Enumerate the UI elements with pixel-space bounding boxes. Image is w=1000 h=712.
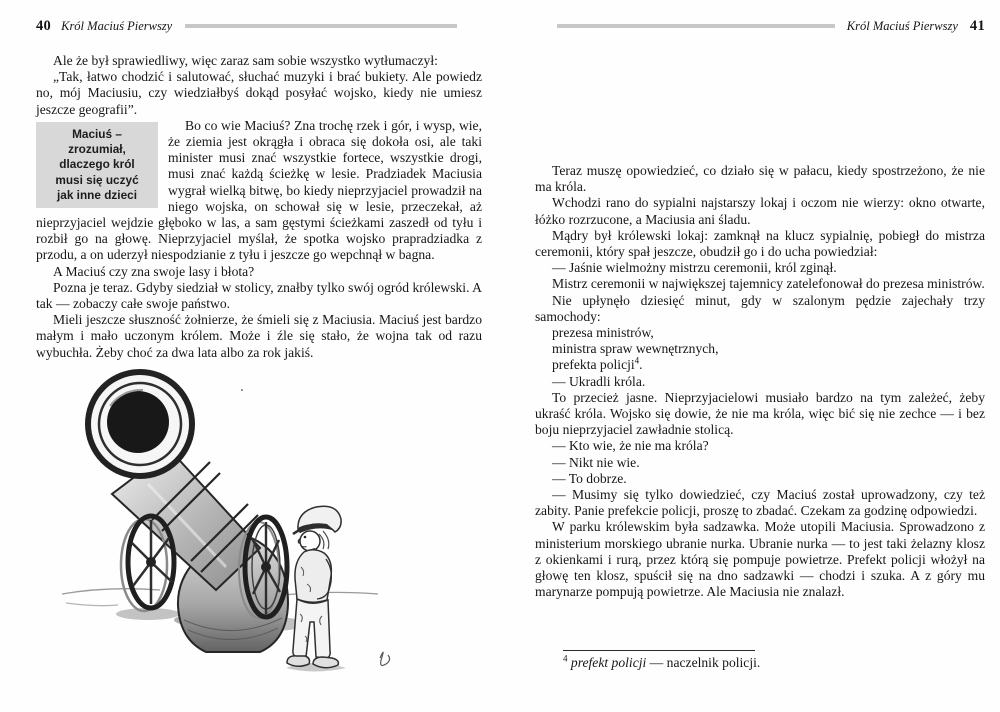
paragraph: A Maciuś czy zna swoje lasy i błota?	[53, 263, 255, 279]
header-rule	[185, 24, 457, 28]
page-number: 40	[36, 17, 52, 34]
header-rule	[557, 24, 835, 28]
paragraph: Pozna je teraz. Gdyby siedział w stolicy, znałby tylko swój ogród królewski. A tak — zobaczy całe swoje państwo.	[36, 279, 482, 312]
paragraph: Mądry był królewski lokaj: zamknął na klucz sypialnię, pobiegł do mistrza ceremonii, który spał jeszcze, obudził go i do ucha powiedział:	[535, 227, 985, 260]
page-40	[36, 18, 482, 361]
dialogue-line: — Ukradli króla.	[552, 373, 646, 389]
paragraph: Mieli jeszcze słuszność żołnierze, że śmieli się z Maciusia. Maciuś jest bardzo małym i mało uczonym królem. Może i źle się stało, że wojna tak od razu wybuchła. Żeby choć za dwa lata albo za rok jakiś.	[36, 312, 482, 360]
footnote-ref-text: prefekta policji	[552, 357, 635, 373]
paragraph: Ale że był sprawiedliwy, więc zaraz sam sobie wszystko wytłumaczył:	[53, 53, 438, 68]
margin-note	[36, 122, 158, 208]
left-page-body	[36, 34, 482, 361]
margin-note-line: dlaczego król	[59, 157, 135, 172]
left-wheel	[121, 516, 174, 611]
footnote-ref-after: .	[639, 357, 643, 373]
list-line: ministra spraw wewnętrznych,	[552, 341, 719, 357]
paragraph: W parku królewskim była sadzawka. Może utopili Maciusia. Sprowadzono z ministerium morskiego ubranie nurka. Ubranie nurka — to jest taki żelazny klosz z okienkami i rurą, przez którą się pompuje powietrze. Prefekt policji włożył na głowę ten klosz, spuścił się na dno sadzawki — chodzi i szuka. A z góry mu marynarze pompują powietrze. Ale Maciusia nie znalazł.	[535, 519, 985, 600]
dialogue-line: — To dobrze.	[552, 470, 627, 486]
right-page-header	[535, 18, 985, 34]
footnote-marker: 4	[563, 653, 568, 664]
margin-note-line: musi się uczyć	[55, 172, 139, 187]
cannon-and-boy-illustration	[48, 362, 468, 702]
dialogue-line: — Nikt nie wie.	[552, 454, 640, 470]
paragraph: Bo co wie Maciuś? Zna trochę rzek i gór, i wysp, wie, że ziemia jest okrągła i obraca się dokoła osi, ale taki minister musi znać wszystkie fortece, wszystkie drogi, musi znać każdą ścieżkę w lesie. Pradziadek Maciusia wygrał wielką bitwę, bo kiedy nieprzyjaciel prowadził na niego wojska, on schował się w lesie, przeczekał, aż nieprzyjaciel wejdzie głęboko w las, a sam gęstymi ścieżkami zaszedł od tyłu i rozbił go na głowę. Nieprzyjaciel myślał, że spotka wojsko prapradziadka z przodu, a on uderzył niespodzianie z tyłu i jeszcze go wepchnął w bagna.	[36, 117, 482, 263]
running-title: Król Maciuś Pierwszy	[61, 18, 173, 33]
list-line: prezesa ministrów,	[552, 325, 654, 341]
right-page-body	[535, 34, 985, 600]
footnote-text	[557, 655, 967, 671]
paragraph: „Tak, łatwo chodzić i salutować, słuchać muzyki i brać bukiety. Ale powiedz no, mój Maciusiu, czy wiedziałbyś dokąd posyłać wojsko, kiedy nie umiesz jeszcze geografii”.	[36, 69, 482, 117]
list-line-with-footnote-ref	[535, 357, 985, 373]
dialogue-line: — Musimy się tylko dowiedzieć, czy Maciuś został uprowadzony, czy też zabity. Panie prefekcie policji, proszę to zbadać. Czekam za godzinę odpowiedzi.	[535, 487, 985, 519]
artist-signature	[380, 652, 390, 665]
illustration-svg	[48, 362, 468, 702]
paragraph: Teraz muszę opowiedzieć, co działo się w pałacu, kiedy spostrzeżono, że nie ma króla.	[535, 163, 985, 195]
left-page-header	[36, 18, 482, 34]
cannon-drawing	[88, 372, 288, 652]
page-number: 41	[969, 17, 985, 34]
footnote-definition: — naczelnik policji.	[646, 655, 761, 670]
footnote-ref-marker: 4	[634, 355, 640, 366]
footnote	[557, 650, 967, 671]
page-41	[535, 17, 985, 670]
boy-drawing	[287, 506, 341, 668]
footnote-term: prefekt policji	[570, 655, 647, 670]
margin-note-line: zrozumiał,	[68, 142, 126, 157]
paragraph: Mistrz ceremonii w największej tajemnicy zatelefonował do prezesa ministrów.	[552, 276, 985, 292]
margin-note-line: jak inne dzieci	[57, 188, 137, 202]
paragraph: To przecież jasne. Nieprzyjacielowi musiało bardzo na tym zależeć, żeby ukraść króla. Wojsko się dowie, że nie ma króla, więc bić się nie zechce — i bez boju nieprzyjaciel zawładnie stolicą.	[535, 389, 985, 438]
dialogue-line: — Kto wie, że nie ma króla?	[552, 438, 709, 454]
paragraph: Wchodzi rano do sypialni najstarszy lokaj i oczom nie wierzy: okno otwarte, łóżko rozrzucone, a Maciusia ani śladu.	[535, 195, 985, 227]
running-title: Król Maciuś Pierwszy	[846, 18, 958, 33]
paragraph: Nie upłynęło dziesięć minut, gdy w szalonym pędzie zajechały trzy samochody:	[535, 292, 985, 324]
dialogue-line: — Jaśnie wielmożny mistrzu ceremonii, król zginął.	[552, 260, 837, 276]
footnote-rule	[563, 650, 755, 651]
margin-note-line: Maciuś –	[72, 126, 122, 141]
